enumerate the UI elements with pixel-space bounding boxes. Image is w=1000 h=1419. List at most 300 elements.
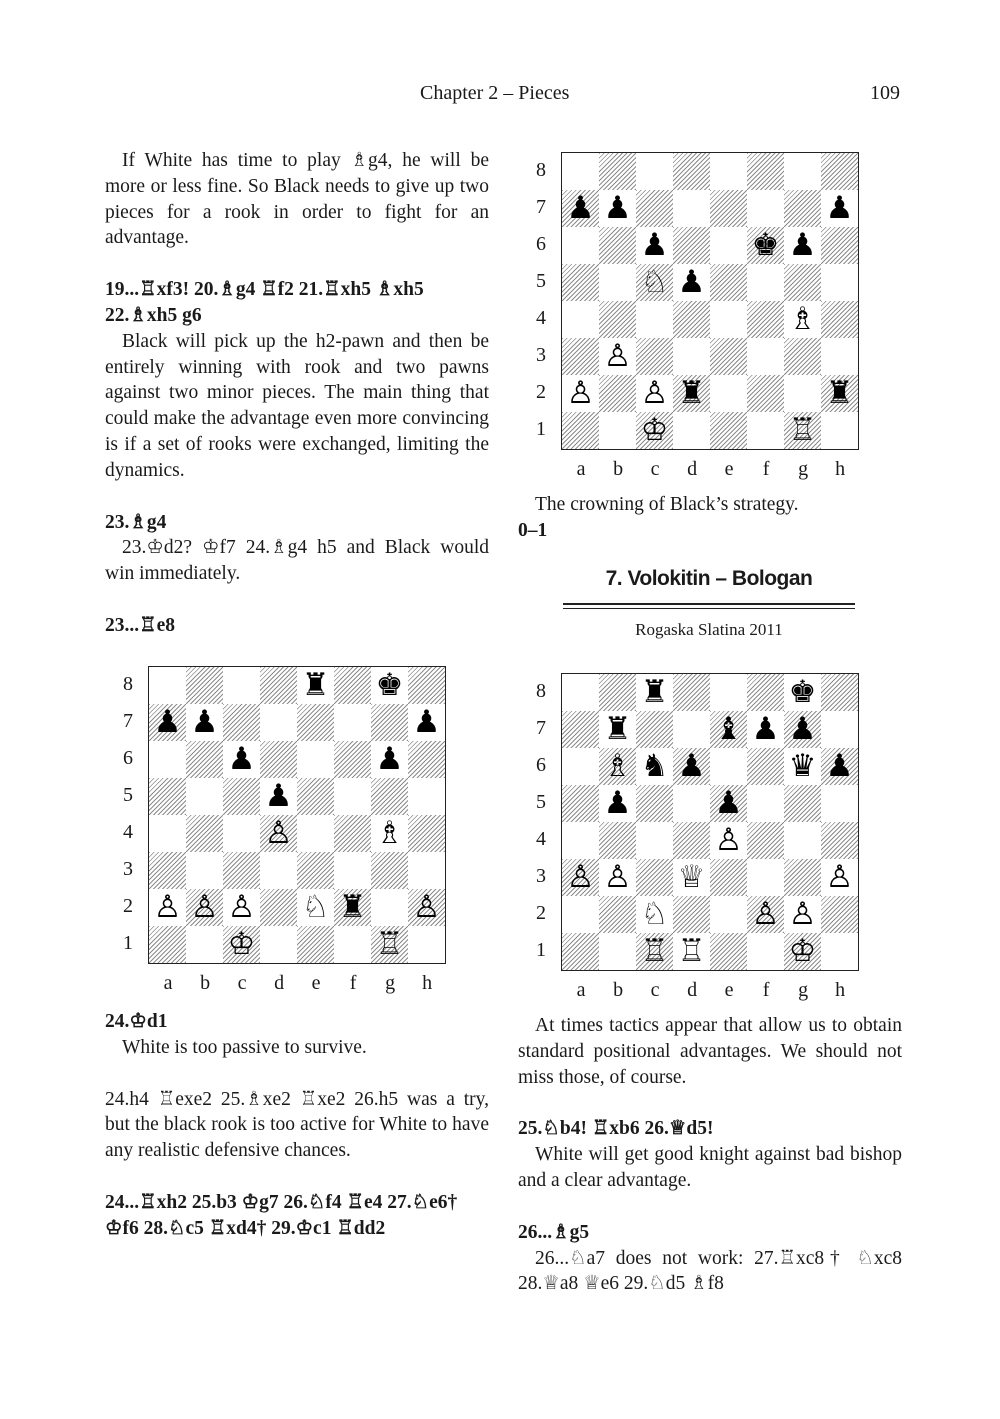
chess-piece: ♟	[825, 190, 854, 226]
board-square-f7	[747, 711, 784, 748]
file-label: a	[163, 972, 173, 994]
board-square-a5	[562, 785, 599, 822]
file-label: b	[613, 979, 624, 1001]
chess-piece: ♘	[640, 896, 669, 932]
board-square-h4	[821, 301, 858, 338]
board-square-g3	[784, 338, 821, 375]
board-square-f6	[747, 227, 784, 264]
paragraph: 26...♘a7 does not work: 27.♖xc8† ♘xc8 28.♕a8 ♕e6 29.♘d5 ♗f8	[518, 1247, 902, 1295]
board-square-c1	[636, 412, 673, 449]
board-square-a8	[149, 667, 186, 704]
board-square-g6	[784, 748, 821, 785]
chess-piece: ♟	[751, 711, 780, 747]
chess-piece: ♘	[640, 264, 669, 300]
chess-piece: ♔	[227, 926, 256, 962]
chess-piece: ♙	[751, 896, 780, 932]
rank-label: 7	[123, 710, 133, 732]
chess-piece: ♟	[825, 748, 854, 784]
board-square-b5	[599, 264, 636, 301]
board-square-h6	[821, 227, 858, 264]
board-square-h8	[821, 153, 858, 190]
chess-piece: ♚	[751, 227, 780, 263]
board-square-d2	[673, 896, 710, 933]
board-square-h7	[821, 190, 858, 227]
game-result: 0–1	[518, 519, 548, 541]
board-square-a3	[562, 338, 599, 375]
board-square-e1	[710, 412, 747, 449]
rank-label: 8	[536, 159, 546, 181]
chess-piece: ♙	[412, 889, 441, 925]
board-square-f6	[747, 748, 784, 785]
board-square-f5	[747, 264, 784, 301]
board-square-b3	[186, 852, 223, 889]
board-square-a3	[562, 859, 599, 896]
board-square-f6	[334, 741, 371, 778]
chess-piece: ♟	[153, 704, 182, 740]
chess-piece: ♜	[603, 711, 632, 747]
file-label: c	[650, 458, 660, 480]
left-column-bottom	[105, 1009, 489, 1242]
board-square-b5	[599, 785, 636, 822]
board-square-d6	[673, 227, 710, 264]
board-square-d6	[260, 741, 297, 778]
rank-label: 4	[536, 307, 546, 329]
chess-piece: ♟	[190, 704, 219, 740]
board-square-b8	[186, 667, 223, 704]
board-square-g8	[784, 674, 821, 711]
board-square-c7	[223, 704, 260, 741]
rank-label: 5	[123, 784, 133, 806]
chess-piece: ♟	[714, 785, 743, 821]
move-line: 24.♔d1	[105, 1011, 168, 1032]
board-square-a6	[149, 741, 186, 778]
board-square-h8	[821, 674, 858, 711]
board-square-g4	[784, 822, 821, 859]
rank-label: 7	[536, 196, 546, 218]
board-square-f8	[334, 667, 371, 704]
board-square-c3	[223, 852, 260, 889]
board-square-b7	[599, 190, 636, 227]
rank-label: 5	[536, 791, 546, 813]
move-line: 24...♖xh2 25.b3 ♔g7 26.♘f4 ♖e4 27.♘e6† ♔f6 28.♘c5 ♖xd4† 29.♔c1 ♖dd2	[105, 1191, 458, 1239]
file-label: e	[724, 458, 734, 480]
board-square-c5	[223, 778, 260, 815]
paragraph: 23.♔d2? ♔f7 24.♗g4 h5 and Black would win immediately.	[105, 537, 489, 585]
board-square-c4	[636, 822, 673, 859]
board-square-d5	[260, 778, 297, 815]
board-square-e6	[710, 748, 747, 785]
board-square-e7	[710, 190, 747, 227]
rank-label: 6	[123, 747, 133, 769]
board-square-f3	[747, 338, 784, 375]
board-square-a1	[149, 926, 186, 963]
file-label: h	[422, 972, 433, 994]
board-square-g4	[784, 301, 821, 338]
board-square-e3	[297, 852, 334, 889]
chess-piece: ♟	[640, 227, 669, 263]
board-square-d7	[673, 711, 710, 748]
board-square-e5	[710, 264, 747, 301]
chess-piece: ♙	[603, 859, 632, 895]
board-square-e5	[710, 785, 747, 822]
board-square-e2	[710, 896, 747, 933]
paragraph: If White has time to play ♗g4, he will be more or less fine. So Black needs to give up two pieces for a rook in order to fight for an advantage.	[105, 150, 489, 249]
board-square-g6	[371, 741, 408, 778]
paragraph: 24.h4 ♖exe2 25.♗xe2 ♖xe2 26.h5 was a try, but the black rook is too active for White to have any realistic defensive chances.	[105, 1088, 489, 1162]
board-square-b4	[599, 822, 636, 859]
board-square-b2	[186, 889, 223, 926]
chess-piece: ♟	[566, 190, 595, 226]
chess-piece: ♙	[714, 822, 743, 858]
board-square-g5	[371, 778, 408, 815]
board-square-d1	[673, 412, 710, 449]
chess-piece: ♖	[640, 933, 669, 969]
board-square-b2	[599, 375, 636, 412]
board-square-a5	[149, 778, 186, 815]
board-square-h3	[408, 852, 445, 889]
chess-piece: ♝	[714, 711, 743, 747]
board-square-b7	[599, 711, 636, 748]
chess-piece: ♘	[301, 889, 330, 925]
board-square-h7	[408, 704, 445, 741]
file-label: f	[762, 458, 770, 480]
rank-label: 3	[536, 865, 546, 887]
board-square-e1	[297, 926, 334, 963]
board-square-h8	[408, 667, 445, 704]
board-square-h2	[821, 896, 858, 933]
board-square-d4	[673, 822, 710, 859]
board-square-f3	[334, 852, 371, 889]
board-square-c1	[223, 926, 260, 963]
board-square-h5	[821, 785, 858, 822]
file-label: e	[724, 979, 734, 1001]
board-square-g7	[784, 711, 821, 748]
file-label: a	[576, 979, 586, 1001]
board-square-c2	[636, 375, 673, 412]
rank-label: 6	[536, 233, 546, 255]
rank-label: 2	[123, 895, 133, 917]
paragraph: White will get good knight against bad bishop and a clear advantage.	[518, 1144, 902, 1191]
move-line: 23...♖e8	[105, 614, 176, 636]
chess-piece: ♕	[677, 859, 706, 895]
left-column-top	[105, 148, 489, 639]
chess-piece: ♙	[227, 889, 256, 925]
chess-piece: ♞	[640, 748, 669, 784]
board-square-c2	[223, 889, 260, 926]
board-square-a7	[149, 704, 186, 741]
rank-label: 4	[536, 828, 546, 850]
file-label: d	[687, 979, 698, 1001]
chess-piece: ♟	[677, 748, 706, 784]
board-square-h7	[821, 711, 858, 748]
board-square-e3	[710, 859, 747, 896]
file-label: f	[762, 979, 770, 1001]
board-square-f5	[747, 785, 784, 822]
board-square-d4	[260, 815, 297, 852]
board-square-c4	[223, 815, 260, 852]
move-line: 26...♗g5	[518, 1221, 590, 1243]
board-square-g2	[371, 889, 408, 926]
board-square-a7	[562, 190, 599, 227]
rank-label: 1	[536, 939, 546, 961]
board-square-h3	[821, 859, 858, 896]
chess-piece: ♟	[264, 778, 293, 814]
move-line: 25.♘b4! ♖xb6 26.♕d5!	[518, 1118, 714, 1140]
board-square-e8	[710, 153, 747, 190]
board-square-e7	[710, 711, 747, 748]
board-square-a2	[149, 889, 186, 926]
right-column-bottom	[518, 1013, 902, 1297]
board-square-f7	[334, 704, 371, 741]
board-square-e4	[297, 815, 334, 852]
board-square-c8	[636, 674, 673, 711]
paragraph: Black will pick up the h2-pawn and then be entirely winning with rook and two pawns against two minor pieces. The main thing that could make the advantage even more convincing is if a set of rooks were exchanged, limiting the dynamics.	[105, 330, 489, 481]
chess-piece: ♜	[677, 375, 706, 411]
chess-piece: ♗	[375, 815, 404, 851]
rank-label: 8	[123, 673, 133, 695]
board-square-d1	[673, 933, 710, 970]
chess-piece: ♟	[788, 227, 817, 263]
rank-label: 4	[123, 821, 133, 843]
board-square-f8	[747, 674, 784, 711]
board-square-c7	[636, 190, 673, 227]
board-square-h4	[408, 815, 445, 852]
chess-piece: ♔	[788, 933, 817, 969]
board-square-d1	[260, 926, 297, 963]
board-square-c5	[636, 264, 673, 301]
board-square-c8	[636, 153, 673, 190]
board-square-c4	[636, 301, 673, 338]
file-label: e	[311, 972, 321, 994]
board-square-g5	[784, 264, 821, 301]
board-square-a7	[562, 711, 599, 748]
rank-label: 7	[536, 717, 546, 739]
board-square-h2	[821, 375, 858, 412]
board-square-c5	[636, 785, 673, 822]
title-rule-thin	[563, 608, 855, 609]
chess-board	[148, 666, 446, 964]
board-square-b5	[186, 778, 223, 815]
board-square-g6	[784, 227, 821, 264]
board-square-b8	[599, 674, 636, 711]
board-square-f3	[747, 859, 784, 896]
file-label: d	[687, 458, 698, 480]
board-square-d2	[260, 889, 297, 926]
move-line: 19...♖xf3! 20.♗g4 ♖f2 21.♖xh5 ♗xh5 22.♗xh5 g6	[105, 279, 424, 326]
board-square-d3	[673, 859, 710, 896]
board-square-b1	[599, 933, 636, 970]
board-square-g2	[784, 896, 821, 933]
board-square-g8	[371, 667, 408, 704]
board-square-g3	[784, 859, 821, 896]
board-square-c3	[636, 338, 673, 375]
chess-piece: ♔	[640, 412, 669, 448]
chess-piece: ♜	[640, 674, 669, 710]
chess-piece: ♚	[788, 674, 817, 710]
board-square-c2	[636, 896, 673, 933]
board-square-d7	[673, 190, 710, 227]
chess-piece: ♟	[603, 785, 632, 821]
file-label: f	[349, 972, 357, 994]
running-head	[0, 82, 1000, 108]
board-square-h1	[821, 933, 858, 970]
board-square-f2	[747, 896, 784, 933]
page-number: 109	[870, 82, 900, 104]
event-line: Rogaska Slatina 2011	[635, 620, 783, 639]
board-square-d3	[260, 852, 297, 889]
file-label: h	[835, 979, 846, 1001]
board-square-g8	[784, 153, 821, 190]
board-square-d8	[673, 153, 710, 190]
board-square-e2	[710, 375, 747, 412]
board-square-b8	[599, 153, 636, 190]
chess-piece: ♙	[603, 338, 632, 374]
chess-board	[561, 673, 859, 971]
rank-label: 3	[123, 858, 133, 880]
chess-piece: ♟	[603, 190, 632, 226]
board-square-b2	[599, 896, 636, 933]
board-square-b6	[599, 748, 636, 785]
rank-label: 1	[123, 932, 133, 954]
board-square-d7	[260, 704, 297, 741]
chess-piece: ♟	[412, 704, 441, 740]
board-square-g4	[371, 815, 408, 852]
board-square-f4	[747, 822, 784, 859]
board-square-b3	[599, 338, 636, 375]
board-square-e3	[710, 338, 747, 375]
diagram-caption: The crowning of Black’s strategy.	[535, 494, 799, 515]
board-square-g1	[371, 926, 408, 963]
board-square-e6	[297, 741, 334, 778]
file-label: g	[798, 979, 809, 1001]
board-square-g5	[784, 785, 821, 822]
chess-piece: ♗	[603, 748, 632, 784]
board-square-h4	[821, 822, 858, 859]
board-square-g7	[371, 704, 408, 741]
chess-piece: ♙	[566, 859, 595, 895]
board-square-e1	[710, 933, 747, 970]
board-square-h6	[408, 741, 445, 778]
file-label: b	[200, 972, 211, 994]
chess-piece: ♙	[264, 815, 293, 851]
board-square-h6	[821, 748, 858, 785]
board-square-b1	[186, 926, 223, 963]
chess-piece: ♜	[301, 667, 330, 703]
board-square-f7	[747, 190, 784, 227]
rank-label: 1	[536, 418, 546, 440]
chess-piece: ♙	[825, 859, 854, 895]
board-square-d8	[260, 667, 297, 704]
board-square-e6	[710, 227, 747, 264]
chapter-title: Chapter 2 – Pieces	[420, 82, 570, 104]
chess-board	[561, 152, 859, 450]
board-square-d6	[673, 748, 710, 785]
rank-label: 8	[536, 680, 546, 702]
chess-piece: ♖	[375, 926, 404, 962]
board-square-g1	[784, 933, 821, 970]
rank-label: 3	[536, 344, 546, 366]
board-square-d4	[673, 301, 710, 338]
board-square-c6	[223, 741, 260, 778]
board-square-a4	[149, 815, 186, 852]
board-square-h1	[821, 412, 858, 449]
board-square-b6	[186, 741, 223, 778]
chess-piece: ♜	[825, 375, 854, 411]
chess-piece: ♗	[788, 301, 817, 337]
file-label: g	[385, 972, 396, 994]
chess-piece: ♙	[788, 896, 817, 932]
rank-label: 5	[536, 270, 546, 292]
file-label: h	[835, 458, 846, 480]
board-square-a4	[562, 822, 599, 859]
board-square-c1	[636, 933, 673, 970]
board-square-d2	[673, 375, 710, 412]
board-square-e5	[297, 778, 334, 815]
board-square-a3	[149, 852, 186, 889]
board-square-a1	[562, 412, 599, 449]
rank-label: 6	[536, 754, 546, 776]
board-square-b3	[599, 859, 636, 896]
board-square-c7	[636, 711, 673, 748]
board-square-g7	[784, 190, 821, 227]
board-square-c6	[636, 748, 673, 785]
board-square-f1	[747, 412, 784, 449]
board-square-h5	[821, 264, 858, 301]
board-square-f2	[747, 375, 784, 412]
board-square-c8	[223, 667, 260, 704]
right-column-caption	[518, 492, 902, 544]
board-square-c3	[636, 859, 673, 896]
board-square-e7	[297, 704, 334, 741]
board-square-f1	[747, 933, 784, 970]
chess-piece: ♚	[375, 667, 404, 703]
move-line: 23.♗g4	[105, 511, 167, 533]
board-square-d5	[673, 264, 710, 301]
rank-label: 2	[536, 902, 546, 924]
board-square-f1	[334, 926, 371, 963]
chess-piece: ♖	[788, 412, 817, 448]
file-label: d	[274, 972, 285, 994]
file-label: b	[613, 458, 624, 480]
board-square-f4	[747, 301, 784, 338]
board-square-b7	[186, 704, 223, 741]
board-square-b1	[599, 412, 636, 449]
paragraph: White is too passive to survive.	[122, 1036, 367, 1058]
board-square-e8	[710, 674, 747, 711]
file-label: c	[237, 972, 247, 994]
chess-piece: ♖	[677, 933, 706, 969]
file-label: c	[650, 979, 660, 1001]
board-square-g1	[784, 412, 821, 449]
board-square-g3	[371, 852, 408, 889]
chess-piece: ♟	[788, 711, 817, 747]
board-square-a8	[562, 674, 599, 711]
board-square-d3	[673, 338, 710, 375]
board-square-d8	[673, 674, 710, 711]
chess-piece: ♜	[338, 889, 367, 925]
game-title: 7. Volokitin – Bologan	[605, 567, 813, 590]
board-square-h1	[408, 926, 445, 963]
board-square-h3	[821, 338, 858, 375]
board-square-g2	[784, 375, 821, 412]
board-square-b4	[186, 815, 223, 852]
board-square-a6	[562, 227, 599, 264]
title-rule-thick	[563, 603, 855, 605]
file-label: g	[798, 458, 809, 480]
board-square-f2	[334, 889, 371, 926]
board-square-a1	[562, 933, 599, 970]
rank-label: 2	[536, 381, 546, 403]
